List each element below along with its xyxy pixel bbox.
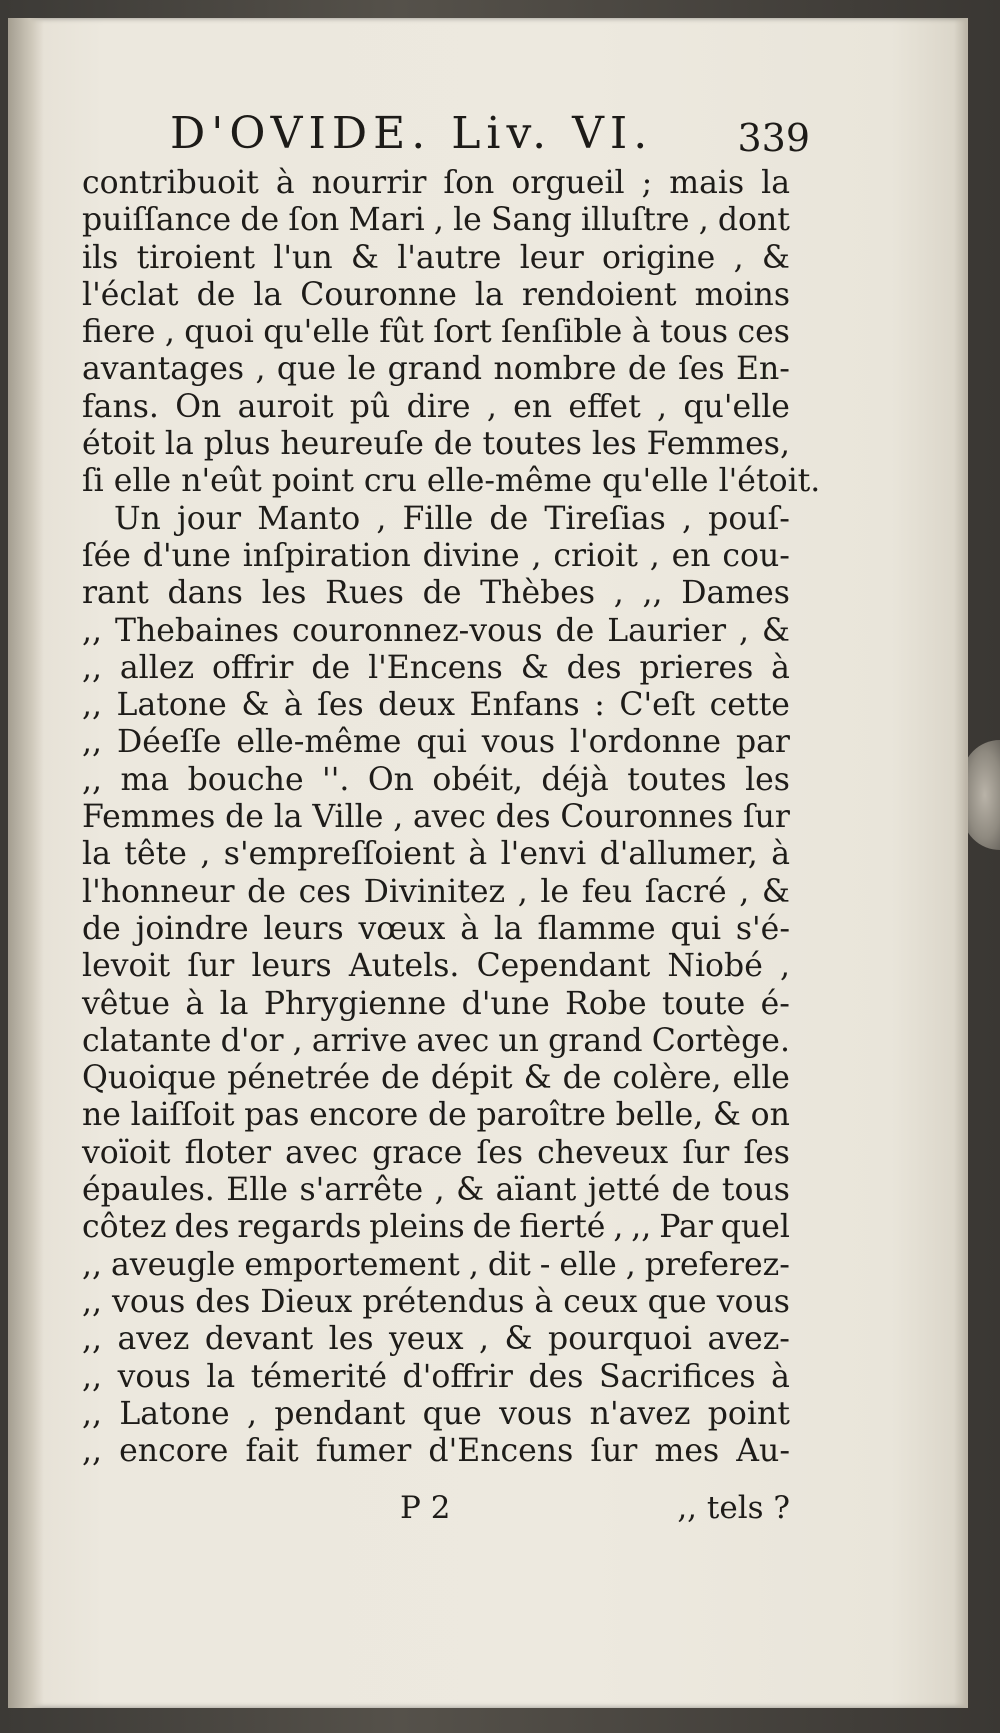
- text-line: ,, Latone , pendant que vous n'avez point: [82, 1395, 790, 1432]
- text-line: ſi elle n'eût point cru elle-même qu'elle l'étoit.: [82, 463, 821, 500]
- text-line: la tête , s'empreſſoient à l'envi d'allumer, à: [82, 836, 790, 873]
- text-line: Femmes de la Ville , avec des Couronnes ſur: [82, 799, 790, 836]
- text-line: l'honneur de ces Divinitez , le feu ſacré , &: [82, 873, 790, 910]
- text-line: Quoique pénetrée de dépit & de colère, elle: [82, 1060, 790, 1097]
- text-line: ſée d'une inſpiration divine , crioit , en cou-: [82, 537, 790, 574]
- text-line: épaules. Elle s'arrête , & aïant jetté de tous: [82, 1172, 790, 1209]
- page-gutter: [8, 18, 44, 1708]
- text-line: l'éclat de la Couronne la rendoient moins: [82, 276, 790, 313]
- text-line: ,, aveugle emportement , dit - elle , preferez-: [82, 1246, 790, 1283]
- text-line: côtez des regards pleins de fierté , ,, Par quel: [82, 1209, 790, 1246]
- text-line: voïoit floter avec grace ſes cheveux ſur ſes: [82, 1134, 790, 1171]
- text-line: ,, Latone & à ſes deux Enfans : C'eſt cette: [82, 687, 790, 724]
- text-line: contribuoit à nourrir ſon orgueil ; mais la: [82, 165, 790, 201]
- text-line: ,, Déeſſe elle-même qui vous l'ordonne par: [82, 724, 790, 761]
- text-line: ne laiſſoit pas encore de paroître belle, & on: [82, 1097, 790, 1134]
- text-line: ,, allez offrir de l'Encens & des prieres à: [82, 649, 790, 686]
- text-line: levoit ſur leurs Autels. Cependant Niobé ,: [82, 948, 790, 985]
- text-line: étoit la plus heureuſe de toutes les Femmes,: [82, 426, 790, 463]
- text-line: avantages , que le grand nombre de ſes En-: [82, 351, 790, 388]
- running-title: D'OVIDE. Liv. VI.: [170, 108, 654, 159]
- text-line: puiſſance de ſon Mari , le Sang illuſtre , dont: [82, 202, 790, 239]
- text-line: ,, avez devant les yeux , & pourquoi avez-: [82, 1321, 790, 1358]
- text-line: fiere , quoi qu'elle fût ſort ſenſible à tous ces: [82, 314, 790, 351]
- page-header: [170, 108, 810, 164]
- text-line: ,, Thebaines couronnez-vous de Laurier , &: [82, 612, 790, 649]
- page-number: 339: [737, 116, 810, 160]
- page-edge: [954, 18, 968, 1708]
- text-line: rant dans les Rues de Thèbes , ,, Dames: [82, 575, 790, 612]
- body-text: [82, 165, 821, 1470]
- page-footer: [82, 1490, 790, 1530]
- text-line: fans. On auroit pû dire , en effet , qu'elle: [82, 388, 790, 425]
- text-line: ,, vous des Dieux prétendus à ceux que vous: [82, 1283, 790, 1320]
- text-line: ils tiroient l'un & l'autre leur origine , &: [82, 239, 790, 276]
- text-line: vêtue à la Phrygienne d'une Robe toute é-: [82, 985, 790, 1022]
- text-line: de joindre leurs vœux à la flamme qui s'é-: [82, 910, 790, 947]
- text-line: ,, ma bouche ''. On obéit, déjà toutes les: [82, 761, 790, 798]
- text-line: clatante d'or , arrive avec un grand Cortège.: [82, 1022, 790, 1059]
- text-line: ,, encore fait fumer d'Encens ſur mes Au-: [82, 1433, 790, 1470]
- signature-mark: P 2: [400, 1490, 451, 1526]
- text-line: ,, vous la témerité d'offrir des Sacrifices à: [82, 1358, 790, 1395]
- text-line: Un jour Manto , Fille de Tireſias , pouſ-: [114, 500, 790, 537]
- catchword: ,, tels ?: [677, 1490, 790, 1526]
